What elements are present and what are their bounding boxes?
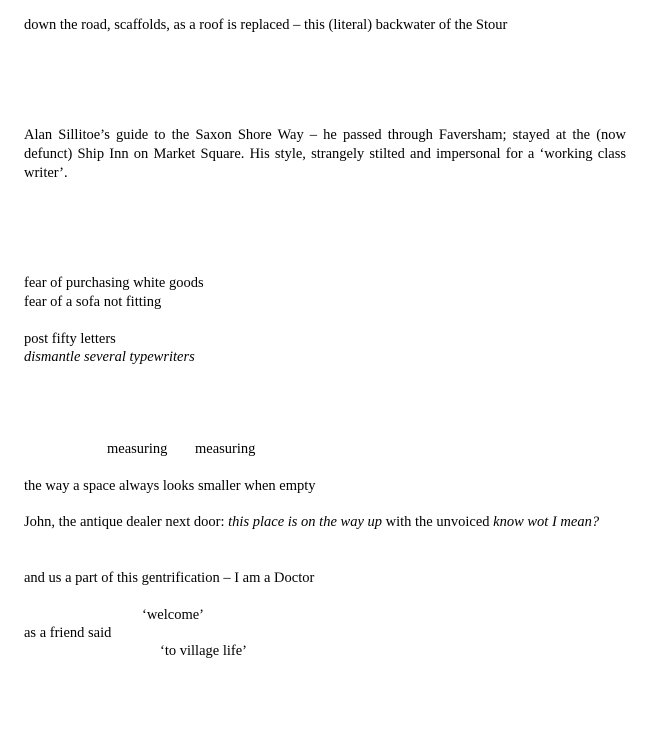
john-know: know wot I mean? [493, 514, 600, 530]
text-welcome: ‘welcome’ [142, 607, 204, 623]
text-line-fear-white-goods: fear of purchasing white goods [24, 275, 204, 291]
text-village-life: ‘to village life’ [160, 643, 247, 659]
text-line-road: down the road, scaffolds, as a roof is replaced – this (literal) backwater of the Stour [24, 17, 508, 33]
paragraph-john [24, 513, 626, 532]
text-line-fear-sofa: fear of a sofa not fitting [24, 294, 162, 310]
text-line-dismantle: dismantle several typewriters [24, 349, 195, 365]
john-mid: with the unvoiced [382, 514, 494, 530]
john-intro: John, the antique dealer next door: [24, 514, 229, 530]
text-friend-said: as a friend said [24, 625, 112, 641]
paragraph-sillitoe: Alan Sillitoe’s guide to the Saxon Shore Way – he passed through Faversham; stayed at the (now defunct) Ship Inn on Market Square. His style, strangely stilted and impersonal for a ‘working class writer’. [24, 127, 626, 181]
text-measuring-second: measuring [195, 441, 256, 457]
text-line-space-smaller: the way a space always looks smaller when empty [24, 478, 316, 494]
text-line-gentrification: and us a part of this gentrification – I am a Doctor [24, 570, 315, 586]
text-line-post-letters: post fifty letters [24, 331, 116, 347]
john-quote: this place is on the way up [228, 514, 382, 530]
text-measuring-first: measuring [107, 441, 168, 457]
